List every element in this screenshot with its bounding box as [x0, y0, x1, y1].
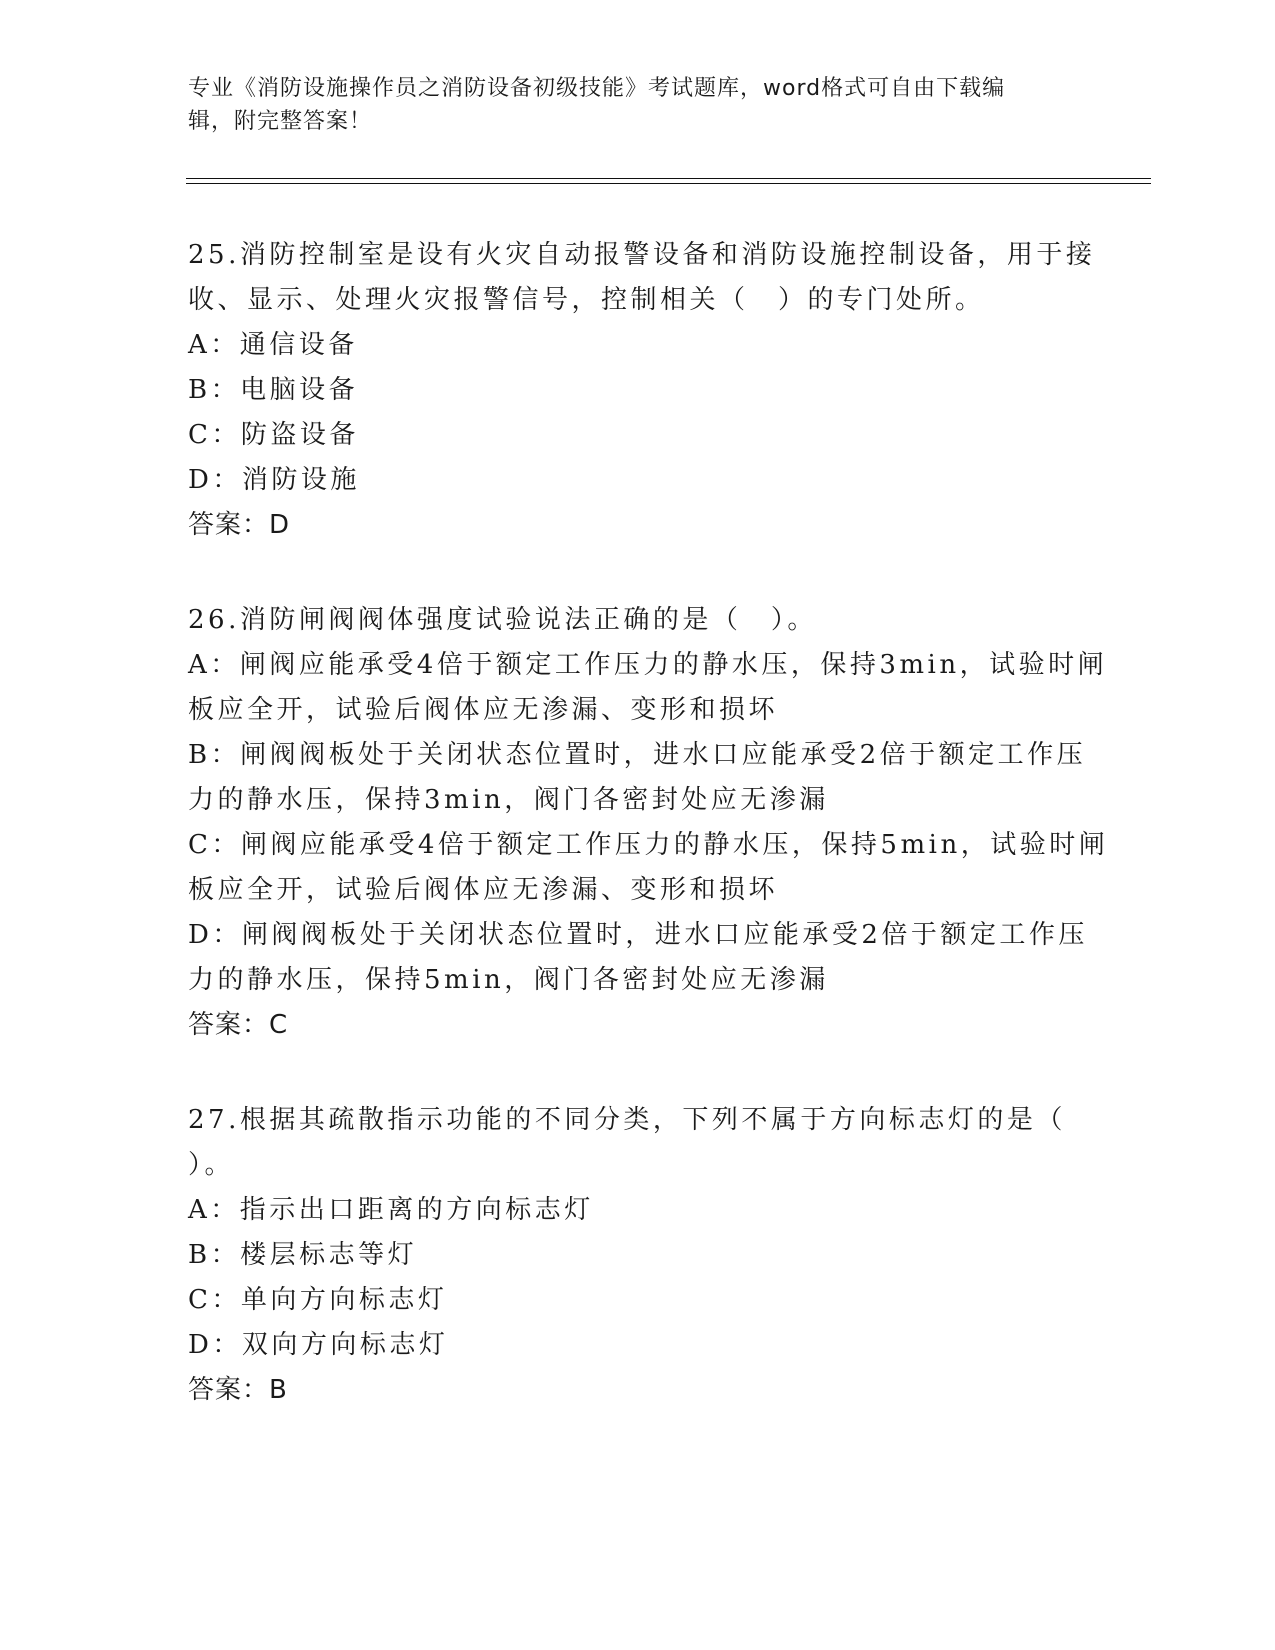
option-a: A：通信设备	[188, 330, 358, 360]
option-a: A：闸阀应能承受4倍于额定工作压力的静水压，保持3min，试验时闸	[188, 650, 1108, 680]
option-c: C：单向方向标志灯	[188, 1285, 448, 1315]
question-25	[188, 233, 1096, 548]
option-d: D：双向方向标志灯	[188, 1330, 449, 1360]
option-b: B：电脑设备	[188, 375, 359, 405]
document-header	[188, 72, 1068, 138]
header-divider	[186, 178, 1151, 179]
option-d: D：闸阀阀板处于关闭状态位置时，进水口应能承受2倍于额定工作压	[188, 920, 1088, 950]
answer: 答案：B	[188, 1375, 288, 1405]
question-stem: 27.根据其疏散指示功能的不同分类，下列不属于方向标志灯的是（	[188, 1105, 1066, 1135]
option-d-cont: 力的静水压，保持5min，阀门各密封处应无渗漏	[188, 965, 829, 995]
option-a: A：指示出口距离的方向标志灯	[188, 1195, 594, 1225]
header-line: 辑，附完整答案！	[188, 109, 373, 134]
question-stem: 收、显示、处理火灾报警信号，控制相关（ ）的专门处所。	[188, 285, 985, 315]
answer: 答案：D	[188, 510, 291, 540]
question-26	[188, 598, 1109, 1048]
option-d: D：消防设施	[188, 465, 360, 495]
option-b-cont: 力的静水压，保持3min，阀门各密封处应无渗漏	[188, 785, 829, 815]
option-a-cont: 板应全开，试验后阀体应无渗漏、变形和损坏	[188, 695, 779, 725]
header-divider	[186, 183, 1151, 184]
option-c-cont: 板应全开，试验后阀体应无渗漏、变形和损坏	[188, 875, 779, 905]
question-27	[188, 1098, 1088, 1413]
option-c: C：闸阀应能承受4倍于额定工作压力的静水压，保持5min，试验时闸	[188, 830, 1109, 860]
option-b: B：闸阀阀板处于关闭状态位置时，进水口应能承受2倍于额定工作压	[188, 740, 1087, 770]
question-stem: ）。	[188, 1150, 235, 1180]
answer: 答案：C	[188, 1010, 289, 1040]
option-b: B：楼层标志等灯	[188, 1240, 418, 1270]
header-line: 专业《消防设施操作员之消防设备初级技能》考试题库，word格式可自由下载编	[188, 76, 1006, 101]
question-stem: 26.消防闸阀阀体强度试验说法正确的是（ ）。	[188, 605, 817, 635]
option-c: C：防盗设备	[188, 420, 359, 450]
question-stem: 25.消防控制室是设有火灾自动报警设备和消防设施控制设备，用于接	[188, 240, 1096, 270]
